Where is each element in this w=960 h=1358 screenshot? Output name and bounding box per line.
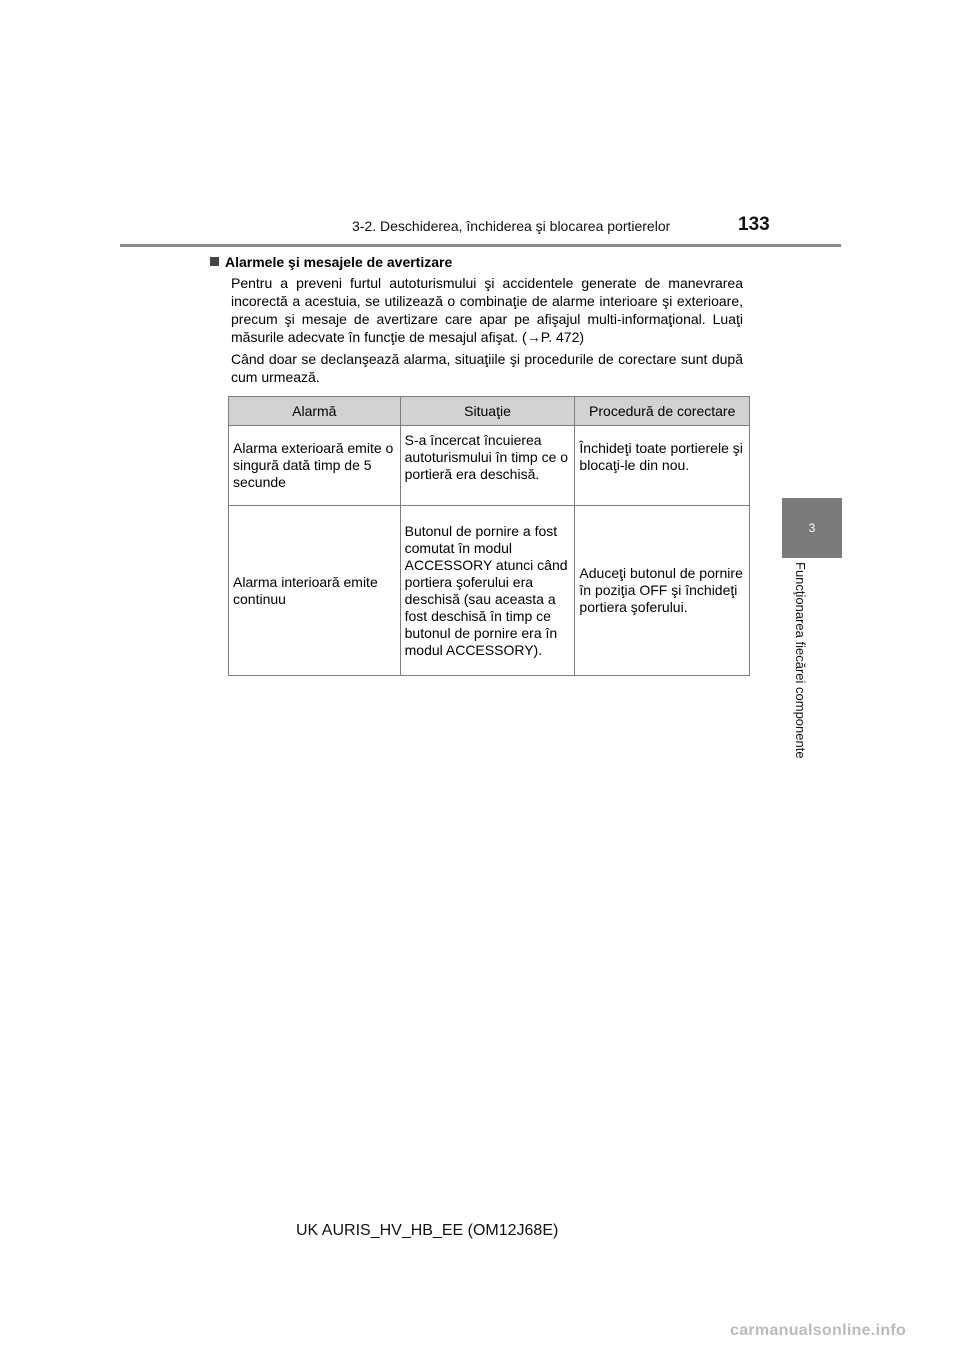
cell-alarm: Alarma exterioară emite o singură dată timp de 5 secunde — [229, 426, 401, 506]
chapter-side-strip — [782, 558, 842, 790]
cell-situation: Butonul de pornire a fost comutat în modul ACCESSORY atunci când portiera şoferului era deschisă (sau aceasta a fost deschisă în timp ce butonul de pornire era în modul ACCESSORY). — [400, 506, 575, 676]
column-header-procedure: Procedură de corectare — [575, 397, 750, 426]
chapter-tab-number: 3 — [782, 498, 842, 558]
table-header-row — [229, 397, 750, 426]
section-heading-text: Alarmele şi mesajele de avertizare — [225, 254, 453, 270]
model-code-footer: UK AURIS_HV_HB_EE (OM12J68E) — [296, 1222, 559, 1239]
cell-situation: S-a încercat încuierea autoturismului în timp ce o portieră era deschisă. — [400, 426, 575, 506]
column-header-situation: Situaţie — [400, 397, 575, 426]
page-number: 133 — [738, 214, 770, 235]
column-header-alarm: Alarmă — [229, 397, 401, 426]
cell-procedure: Aduceţi butonul de pornire în poziţia OFF şi închideţi portiera şoferului. — [575, 506, 750, 676]
chapter-title: 3-2. Deschiderea, închiderea şi blocarea portierelor — [352, 218, 671, 234]
section-heading — [210, 254, 452, 270]
table-row — [229, 506, 750, 676]
alarm-table — [228, 396, 750, 676]
alarm-intro-paragraph: Când doar se declanşează alarma, situaţiile şi procedurile de corectare sunt după cum urmează. — [231, 351, 743, 385]
header-divider — [120, 244, 841, 247]
square-bullet-icon — [210, 257, 219, 266]
table-row — [229, 426, 750, 506]
cell-alarm: Alarma interioară emite continuu — [229, 506, 401, 676]
intro-paragraph: Pentru a preveni furtul autoturismului şi accidentele generate de manevrarea incorectă a acestuia, se utilizează o combinaţie de alarme interioare şi exterioare, precum şi mesaje de avertizare care apar pe afişajul multi-informaţional. Luaţi măsurile adecvate în funcţie de mesajul afişat. (→P. 472) — [231, 275, 743, 345]
site-watermark: carmanualsonline.info — [730, 1322, 907, 1339]
cell-procedure: Închideţi toate portierele şi blocaţi-le din nou. — [575, 426, 750, 506]
chapter-side-label: Funcţionarea fiecărei componente — [793, 562, 808, 759]
